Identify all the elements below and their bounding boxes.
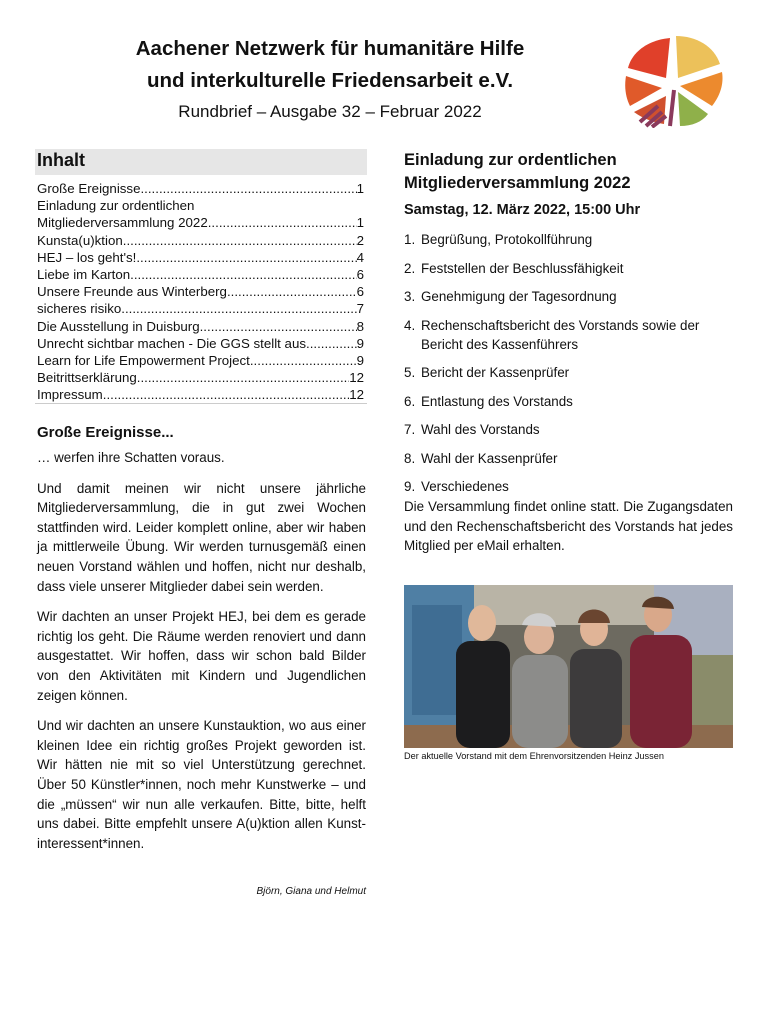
toc-item-title: Unrecht sichtbar machen - Die GGS stellt aus: [37, 335, 306, 351]
toc-leader-dots: [123, 232, 357, 249]
agenda-item-text: Rechenschaftsbericht des Vorstands sowie der Bericht des Kassenführers: [421, 317, 700, 352]
toc-leader-dots: [250, 352, 357, 369]
title-line-2: und interkulturelle Friedensarbeit e.V.: [146, 69, 514, 92]
toc-item-title: Einladung zur ordentlichen: [37, 198, 195, 214]
board-group-photo: [404, 585, 733, 748]
article-signature: Björn, Giana und Helmut: [256, 886, 366, 897]
toc-item-page: 7: [356, 301, 364, 317]
toc-leader-dots: [136, 249, 356, 266]
toc-item-title: Impressum: [37, 387, 103, 403]
agenda-item-number: 9.: [404, 479, 416, 494]
toc-leader-dots: [200, 318, 357, 335]
agenda-item-text: Begrüßung, Protokollführung: [421, 232, 593, 247]
photo-caption: Der aktuelle Vorstand mit dem Ehrenvorsitzenden Heinz Jussen: [404, 751, 664, 761]
toc-item-title: Liebe im Karton: [37, 267, 131, 283]
article-paragraph: Und damit meinen wir nicht unsere jährliche Mitgliederversammlung, die in gut zwei Wochen stattfinden wird. Leider komplett online, aber wir haben ja mittlerweile Übung. Wir werden turnusgemäß einen neuen Vorstand wählen und hoffen, nicht nur deshalb, dass viele unserer Mitglieder dabei sein werden.: [37, 480, 366, 594]
toc-item: [37, 232, 364, 249]
toc-item-page: 8: [356, 318, 364, 334]
toc-item-page: 12: [349, 387, 364, 403]
agenda-item: [404, 259, 734, 278]
title-line-1: Aachener Netzwerk für humanitäre Hilfe: [135, 37, 525, 60]
toc-item: [37, 386, 364, 403]
agenda-item-number: 6.: [404, 393, 416, 409]
agenda-item-text: Verschiedenes: [421, 479, 509, 494]
table-of-contents: [37, 180, 364, 404]
toc-item-title: Große Ereignisse: [37, 181, 141, 196]
agenda-list: [404, 230, 734, 506]
toc-item-title: Beitrittserklärung: [37, 370, 137, 386]
agenda-item-text: Wahl der Kassenprüfer: [421, 450, 558, 466]
agenda-item: [404, 449, 734, 468]
invitation-heading: Einladung zur ordentlichen Mitgliederversammlung 2022: [404, 151, 631, 192]
agenda-item: [404, 363, 734, 382]
toc-leader-dots: [306, 335, 357, 352]
agenda-item-number: 1.: [404, 232, 416, 247]
toc-leader-dots: [208, 214, 357, 231]
toc-item-title: Mitgliederversammlung 2022: [37, 215, 208, 231]
toc-item-page: 2: [356, 232, 364, 248]
agenda-item: [404, 420, 734, 439]
agenda-item: [404, 477, 734, 496]
toc-item: [37, 197, 364, 214]
article-lead: … werfen ihre Schatten voraus.: [37, 450, 225, 465]
agenda-item: [404, 316, 734, 354]
toc-item: [37, 180, 364, 197]
agenda-item-text: Feststellen der Beschlussfähigkeit: [421, 260, 624, 276]
toc-item-title: sicheres risiko: [37, 301, 122, 317]
agenda-item: [404, 392, 734, 411]
organization-logo-icon: [618, 32, 726, 128]
agenda-item-number: 5.: [404, 365, 416, 380]
toc-leader-dots: [137, 369, 349, 386]
agenda-item: [404, 230, 734, 249]
agenda-item-number: 3.: [404, 289, 416, 304]
article-heading: Große Ereignisse...: [37, 424, 174, 441]
toc-item: [37, 283, 364, 300]
toc-item: [37, 369, 364, 386]
agenda-item: [404, 287, 734, 306]
toc-item-title: Die Ausstellung in Duisburg: [37, 318, 200, 334]
toc-leader-dots: [121, 300, 356, 317]
agenda-item-text: Bericht der Kassenprüfer: [421, 365, 570, 380]
agenda-item-text: Genehmigung der Tagesordnung: [421, 289, 617, 304]
toc-leader-dots: [140, 180, 356, 197]
toc-item: [37, 214, 364, 231]
issue-subtitle: Rundbrief – Ausgabe 32 – Februar 2022: [178, 102, 482, 121]
toc-item-page: 9: [356, 353, 364, 369]
toc-item-title: Kunsta(u)ktion: [37, 232, 123, 248]
toc-item-page: 1: [356, 215, 364, 231]
agenda-item-number: 7.: [404, 422, 416, 437]
agenda-item-number: 4.: [404, 317, 416, 333]
toc-leader-dots: [103, 386, 349, 403]
toc-item: [37, 300, 364, 317]
toc-item-page: 6: [356, 267, 364, 283]
toc-item-page: 9: [356, 335, 364, 351]
article-body: [37, 448, 366, 864]
toc-leader-dots: [227, 283, 357, 300]
article-paragraph: Wir dachten an unser Projekt HEJ, bei dem es gerade richtig los geht. Die Räume werden renoviert und dann ausgestattet. Wir hoffen, dass wir schon bald Bilder von den Aktivitäten mit Kindern und Jugendlichen zeigen können.: [37, 609, 366, 703]
agenda-item-text: Entlastung des Vorstands: [421, 393, 573, 409]
toc-item-page: 4: [356, 249, 364, 265]
meeting-note: Die Versammlung findet online statt. Die Zugangsdaten und den Rechenschaftsbericht des Vorstands hat jedes Mitglied per eMail erhalten.: [404, 499, 733, 554]
toc-item: [37, 266, 364, 283]
toc-divider: [35, 403, 367, 404]
toc-heading: Inhalt: [37, 150, 85, 170]
agenda-item-text: Wahl des Vorstands: [421, 422, 540, 437]
toc-item-page: 1: [356, 181, 364, 196]
article-paragraph: Und wir dachten an unsere Kunstauktion, wo aus einer kleinen Idee ein richtig großes Projekt geworden ist. Wir hätten nie mit so viel Unterstützung gerechnet. Über 50 Künstler*innen, noch mehr Kunstwerke – und die „müssen“ wir nun alle verkaufen. Bitte, bitte, helft uns dabei. Bitte empfehlt unsere A(u)ktion allen Kunstinteressent*innen.: [37, 718, 366, 851]
newsletter-title: [60, 33, 600, 97]
meeting-date: Samstag, 12. März 2022, 15:00 Uhr: [404, 202, 641, 218]
agenda-item-number: 8.: [404, 450, 416, 466]
toc-item: [37, 318, 364, 335]
toc-item: [37, 335, 364, 352]
toc-item: [37, 249, 364, 266]
toc-item-title: Learn for Life Empowerment Project: [37, 353, 250, 369]
toc-item-title: HEJ – los geht's!: [37, 249, 137, 265]
toc-leader-dots: [130, 266, 356, 283]
toc-item-page: 6: [356, 284, 364, 300]
toc-item: [37, 352, 364, 369]
agenda-item-number: 2.: [404, 260, 416, 276]
toc-item-page: 12: [349, 370, 364, 386]
toc-item-title: Unsere Freunde aus Winterberg: [37, 284, 227, 300]
